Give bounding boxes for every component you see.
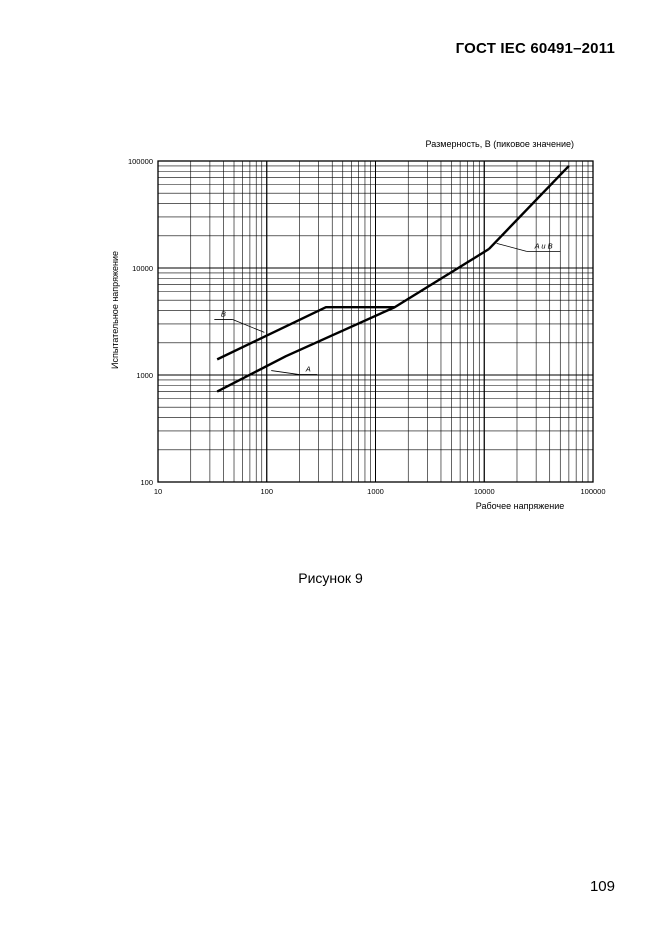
chart-title: Размерность, В (пиковое значение) [425, 139, 574, 149]
annotation-leader [232, 319, 264, 332]
y-tick-label: 10000 [132, 264, 153, 273]
x-tick-label: 1000 [367, 487, 384, 496]
y-tick-label: 100000 [127, 157, 153, 166]
annotation-leader [271, 371, 299, 375]
x-tick-label: 10000 [473, 487, 495, 496]
annotation-label: B [220, 309, 226, 319]
chart-series [217, 166, 569, 392]
document-header: ГОСТ IEC 60491–2011 [455, 40, 615, 57]
y-tick-label: 1000 [136, 371, 153, 380]
annotation-label: A [305, 364, 311, 374]
x-tick-label: 100 [260, 487, 274, 496]
tick-labels [128, 157, 606, 496]
series-line-A-и-B [489, 166, 569, 249]
page-number: 109 [589, 878, 615, 895]
series-line-B [217, 307, 394, 359]
y-tick-label: 100 [140, 478, 153, 487]
y-axis-label: Испытательное напряжение [110, 251, 120, 369]
annotation-leader [497, 243, 527, 251]
figure-caption: Рисунок 9 [298, 570, 363, 586]
x-tick-label: 10 [153, 487, 163, 496]
x-tick-label: 100000 [580, 487, 606, 496]
x-axis-label: Рабочее напряжение [475, 501, 565, 511]
series-line-A [217, 249, 489, 391]
annotation-label: A и B [534, 241, 553, 251]
